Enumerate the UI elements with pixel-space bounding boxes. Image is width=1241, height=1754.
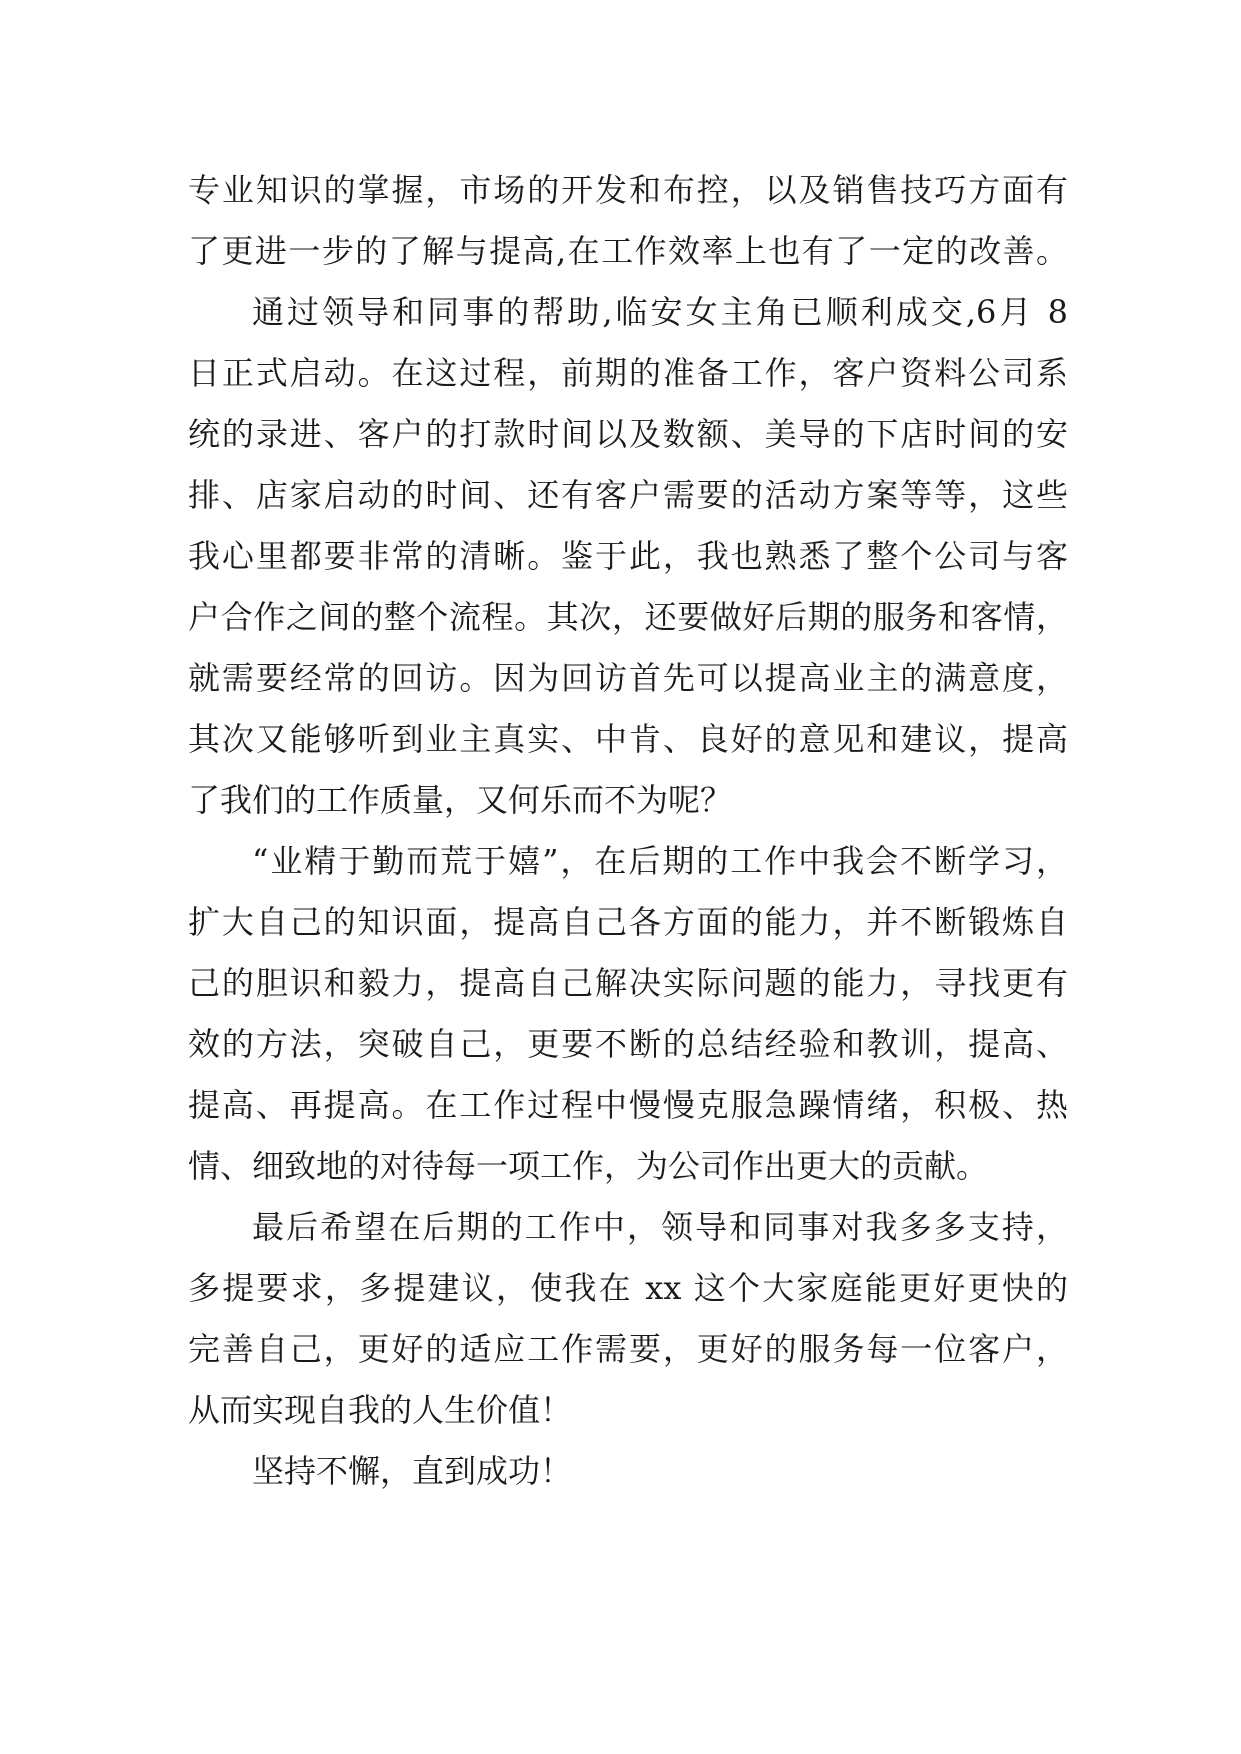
text-line: 我心里都要非常的清晰。鉴于此，我也熟悉了整个公司与客 bbox=[188, 537, 1068, 575]
text-line: 专业知识的掌握，市场的开发和布控，以及销售技巧方面有 bbox=[188, 171, 1068, 209]
text-line: 就需要经常的回访。因为回访首先可以提高业主的满意度， bbox=[188, 659, 1068, 697]
text-line: 了更进一步的了解与提高,在工作效率上也有了一定的改善。 bbox=[188, 232, 1068, 270]
text-line: 排、店家启动的时间、还有客户需要的活动方案等等，这些 bbox=[188, 476, 1068, 514]
text-line: 己的胆识和毅力，提高自己解决实际问题的能力，寻找更有 bbox=[188, 964, 1068, 1002]
text-line: 效的方法，突破自己，更要不断的总结经验和教训，提高、 bbox=[188, 1025, 1068, 1063]
text-line: 最后希望在后期的工作中，领导和同事对我多多支持， bbox=[252, 1208, 1068, 1246]
text-line: 从而实现自我的人生价值！ bbox=[188, 1391, 573, 1429]
text-line: 其次又能够听到业主真实、中肯、良好的意见和建议，提高 bbox=[188, 720, 1068, 758]
document-body bbox=[188, 160, 1068, 1502]
text-line: 日正式启动。在这过程，前期的准备工作，客户资料公司系 bbox=[188, 354, 1068, 392]
text-line: 扩大自己的知识面，提高自己各方面的能力，并不断锻炼自 bbox=[188, 903, 1068, 941]
text-line: 坚持不懈，直到成功！ bbox=[252, 1452, 573, 1490]
text-line: 了我们的工作质量，又何乐而不为呢？ bbox=[188, 781, 733, 819]
text-line: 提高、再提高。在工作过程中慢慢克服急躁情绪，积极、热 bbox=[188, 1086, 1068, 1124]
text-line: 户合作之间的整个流程。其次，还要做好后期的服务和客情， bbox=[188, 598, 1068, 636]
text-line: 完善自己，更好的适应工作需要，更好的服务每一位客户， bbox=[188, 1330, 1068, 1368]
text-line: 统的录进、客户的打款时间以及数额、美导的下店时间的安 bbox=[188, 415, 1068, 453]
text-line: 多提要求，多提建议，使我在 xx 这个大家庭能更好更快的 bbox=[188, 1269, 1068, 1307]
text-line: “业精于勤而荒于嬉”，在后期的工作中我会不断学习， bbox=[252, 842, 1068, 880]
text-line: 情、细致地的对待每一项工作，为公司作出更大的贡献。 bbox=[188, 1147, 989, 1185]
text-line: 通过领导和同事的帮助,临安女主角已顺利成交,6月 8 bbox=[252, 293, 1068, 331]
